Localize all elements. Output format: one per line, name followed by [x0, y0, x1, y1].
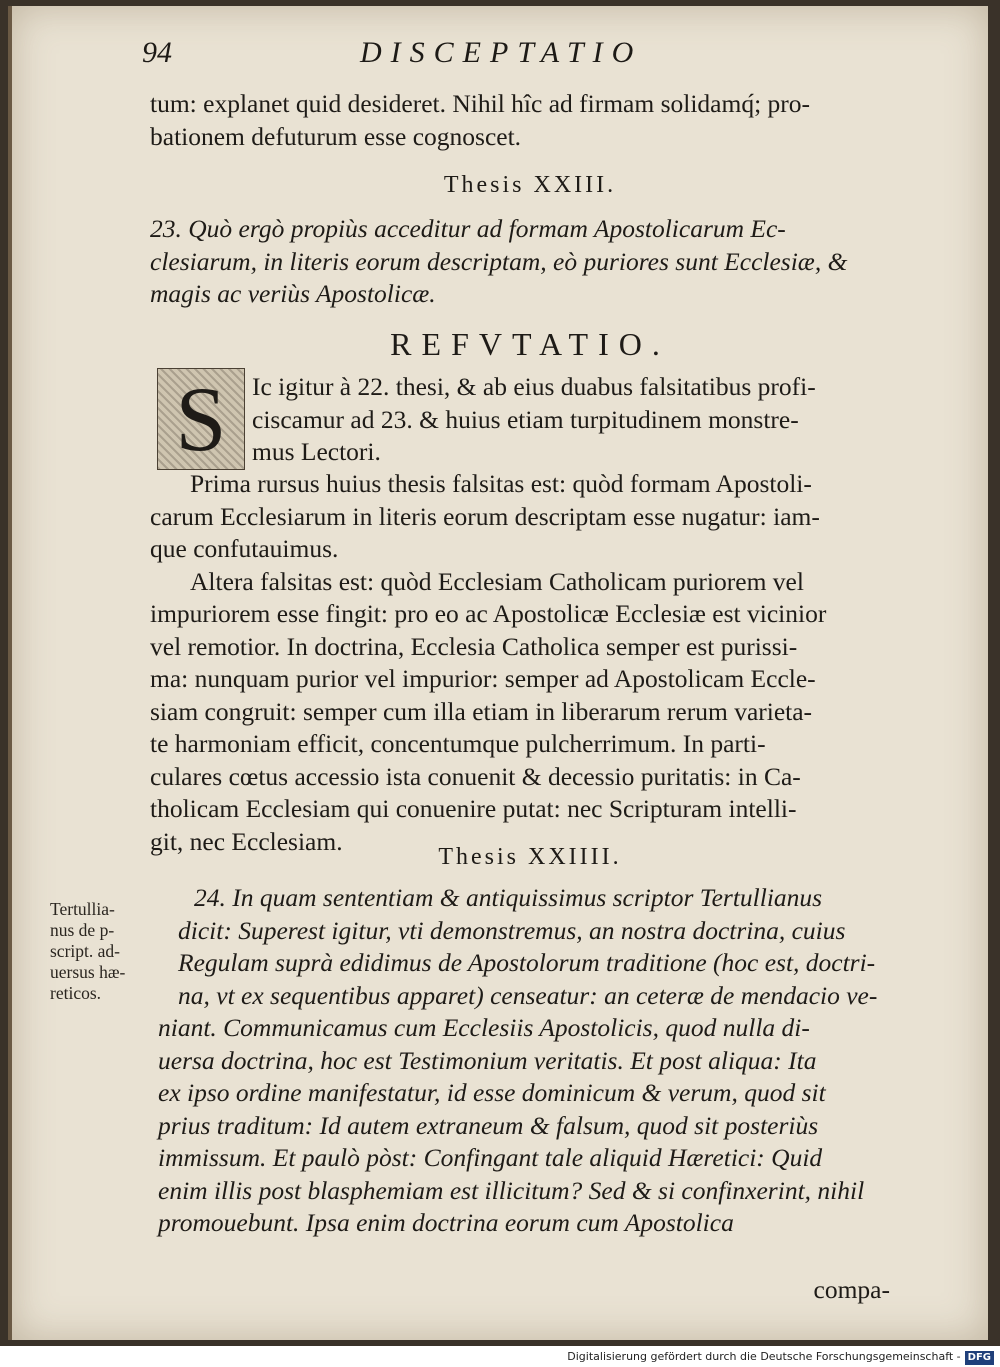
text-line: dicit: Superest igitur, vti demonstremus, an nostra doctrina, cuius [178, 915, 846, 945]
text-line: Ic igitur à 22. thesi, & ab eius duabus falsitatibus profi- [252, 372, 816, 401]
margin-note-line: reticos. [50, 983, 102, 1003]
page-number: 94 [142, 36, 172, 69]
footer-bar [0, 1346, 1000, 1367]
text-line: prius traditum: Id autem extraneum & falsum, quod sit posteriùs [158, 1110, 819, 1140]
text-line: vel remotior. In doctrina, Ecclesia Catholica semper est purissi- [150, 631, 798, 661]
margin-note-line: script. ad- [50, 941, 120, 961]
text-line: Altera falsitas est: quòd Ecclesiam Catholicam puriorem vel [190, 566, 804, 596]
refutatio-body [150, 468, 910, 858]
catchword: compa- [813, 1275, 890, 1304]
text-line: niant. Communicamus cum Ecclesiis Apostolicis, quod nulla di- [158, 1013, 810, 1042]
text-line: te harmoniam efficit, concentumque pulcherrimum. In parti- [150, 729, 766, 758]
text-line: 23. Quò ergò propiùs acceditur ad formam Apostolicarum Ec- [150, 214, 786, 243]
text-line: que confutauimus. [150, 534, 339, 563]
intro-text [150, 88, 910, 153]
drop-cap-initial: S [157, 368, 245, 470]
dfg-logo: DFG [965, 1351, 994, 1365]
text-line: ciscamur ad 23. & huius etiam turpitudinem monstre- [252, 404, 799, 434]
text-line: culares cœtus accessio ista conuenit & decessio puritatis: in Ca- [150, 761, 801, 791]
refutatio-heading: REFVTATIO. [390, 326, 670, 362]
text-line: carum Ecclesiarum in literis eorum descriptam esse nugatur: iam- [150, 501, 820, 531]
text-line: 24. In quam sententiam & antiquissimus scriptor Tertullianus [194, 883, 823, 912]
text-line: enim illis post blasphemiam est illicitum? Sed & si confinxerint, nihil [158, 1175, 865, 1205]
book-page [8, 6, 988, 1340]
margin-note [50, 899, 160, 1004]
text-line: immissum. Et paulò pòst: Confingant tale aliquid Hæretici: Quid [158, 1143, 823, 1172]
running-head: DISCEPTATIO [360, 36, 643, 69]
text-line: uersa doctrina, hoc est Testimonium veritatis. Et post aliqua: Ita [158, 1045, 817, 1075]
text-line: mus Lectori. [252, 437, 381, 466]
text-line: bationem defuturum esse cognoscet. [150, 121, 522, 151]
text-line: promouebunt. Ipsa enim doctrina eorum cum Apostolica [158, 1208, 734, 1237]
refutatio-opening [252, 371, 902, 469]
text-line: magis ac veriùs Apostolicæ. [150, 279, 436, 308]
thesis-24-text [158, 882, 908, 1240]
text-line: tum: explanet quid desideret. Nihil hîc ad firmam solidamq́; pro- [150, 89, 811, 118]
footer-credit: Digitalisierung gefördert durch die Deutsche Forschungsgemeinschaft - [567, 1350, 961, 1363]
margin-note-line: uersus hæ- [50, 962, 126, 982]
margin-note-line: Tertullia- [50, 899, 115, 919]
margin-note-line: nus de p- [50, 920, 115, 940]
text-line: ex ipso ordine manifestatur, id esse dominicum & verum, quod sit [158, 1078, 826, 1107]
thesis-23-heading: Thesis XXIII. [443, 172, 617, 198]
text-line: Regulam suprà edidimus de Apostolorum traditione (hoc est, doctri- [178, 948, 876, 977]
thesis-23-text [150, 213, 910, 311]
text-line: impuriorem esse fingit: pro eo ac Apostolicæ Ecclesiæ est vicinior [150, 599, 827, 628]
thesis-24-heading: Thesis XXIIII. [438, 844, 622, 870]
text-line: Prima rursus huius thesis falsitas est: quòd formam Apostoli- [190, 469, 812, 498]
text-line: git, nec Ecclesiam. [150, 826, 343, 856]
text-line: na, vt ex sequentibus apparet) censeatur: an ceteræ de mendacio ve- [178, 980, 878, 1010]
text-line: clesiarum, in literis eorum descriptam, eò puriores sunt Ecclesiæ, & [150, 246, 848, 276]
text-line: tholicam Ecclesiam qui conuenire putat: nec Scripturam intelli- [150, 794, 797, 823]
text-line: siam congruit: semper cum illa etiam in liberarum rerum varieta- [150, 696, 813, 726]
text-line: ma: nunquam purior vel impurior: semper ad Apostolicam Eccle- [150, 664, 816, 693]
